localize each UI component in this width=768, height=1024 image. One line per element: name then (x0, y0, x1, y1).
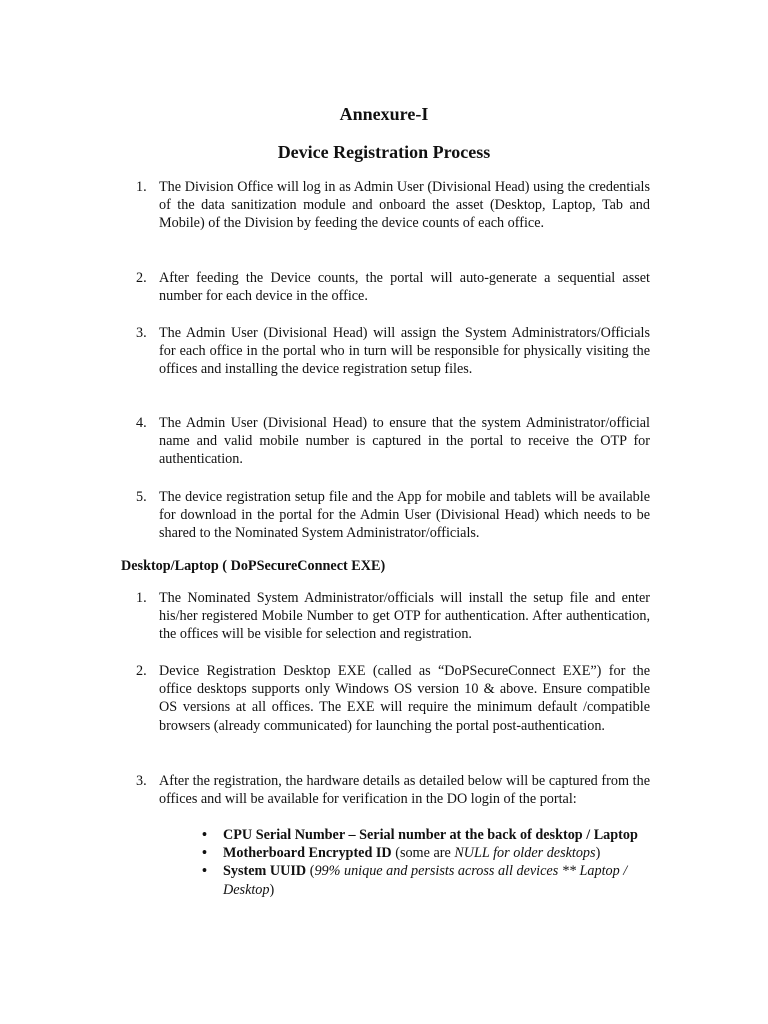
desktop-step-2: Device Registration Desktop EXE (called as “DoPSecureConnect EXE”) for the office desktops supports only Windows OS version 10 & above. Ensure compatible OS versions at all offices. The EXE will require the minimum default /compatible browsers (already communicated) for launching the portal post-authentication. (159, 663, 650, 734)
bullet-plain-text: (some are (391, 845, 455, 862)
bullet-italic-text: NULL for older desktops (454, 845, 596, 862)
list-item (202, 826, 652, 844)
bullet-italic-text: 99% unique and persists across all devices ** Laptop / Desktop (223, 863, 628, 898)
bullet-marker: • (202, 845, 207, 862)
desktop-step-3: After the registration, the hardware details as detailed below will be captured from the offices and will be available for verification in the DO login of the portal: (159, 773, 650, 808)
process-step-1: The Division Office will log in as Admin User (Divisional Head) using the credentials of the data sanitization module and onboard the asset (Desktop, Laptop, Tab and Mobile) of the Division by feeding the device counts of each office. (159, 179, 650, 232)
bullet-bold-text: Motherboard Encrypted ID (223, 845, 392, 862)
list-item (202, 862, 652, 898)
process-step-5: The device registration setup file and the App for mobile and tablets will be available for download in the portal for the Admin User (Divisional Head) which needs to be shared to the Nominated System Administrator/officials. (159, 489, 650, 542)
document-subtitle: Device Registration Process (277, 142, 491, 162)
step-number: 2. (136, 270, 147, 286)
bullet-plain-text: ) (269, 881, 275, 898)
step-number: 4. (136, 415, 147, 431)
bullet-marker: • (202, 827, 207, 843)
step-number: 1. (136, 590, 147, 606)
step-number: 1. (136, 179, 147, 195)
section-heading-desktop-laptop: Desktop/Laptop ( DoPSecureConnect EXE) (121, 558, 386, 574)
bullet-bold-text: System UUID (223, 863, 307, 880)
desktop-step-1: The Nominated System Administrator/officials will install the setup file and enter his/her registered Mobile Number to get OTP for authentication. After authentication, the offices will be visible for selection and registration. (159, 590, 650, 643)
document-title: Annexure-I (339, 104, 429, 124)
process-step-2: After feeding the Device counts, the portal will auto-generate a sequential asset number for each device in the office. (159, 270, 650, 305)
bullet-marker: • (202, 863, 207, 880)
hardware-details-list (202, 826, 652, 899)
bullet-bold-text: CPU Serial Number – Serial number at the back of desktop / Laptop (223, 827, 638, 843)
bullet-plain-text: ) (595, 845, 601, 862)
step-number: 3. (136, 773, 147, 789)
step-number: 5. (136, 489, 147, 505)
process-step-3: The Admin User (Divisional Head) will assign the System Administrators/Officials for each office in the portal who in turn will be responsible for physically visiting the offices and installing the device registration setup files. (159, 325, 650, 378)
bullet-plain-text: ( (306, 863, 315, 880)
list-item (202, 844, 652, 862)
step-number: 2. (136, 663, 147, 679)
process-step-4: The Admin User (Divisional Head) to ensure that the system Administrator/official name and valid mobile number is captured in the portal to receive the OTP for authentication. (159, 415, 650, 468)
step-number: 3. (136, 325, 147, 341)
